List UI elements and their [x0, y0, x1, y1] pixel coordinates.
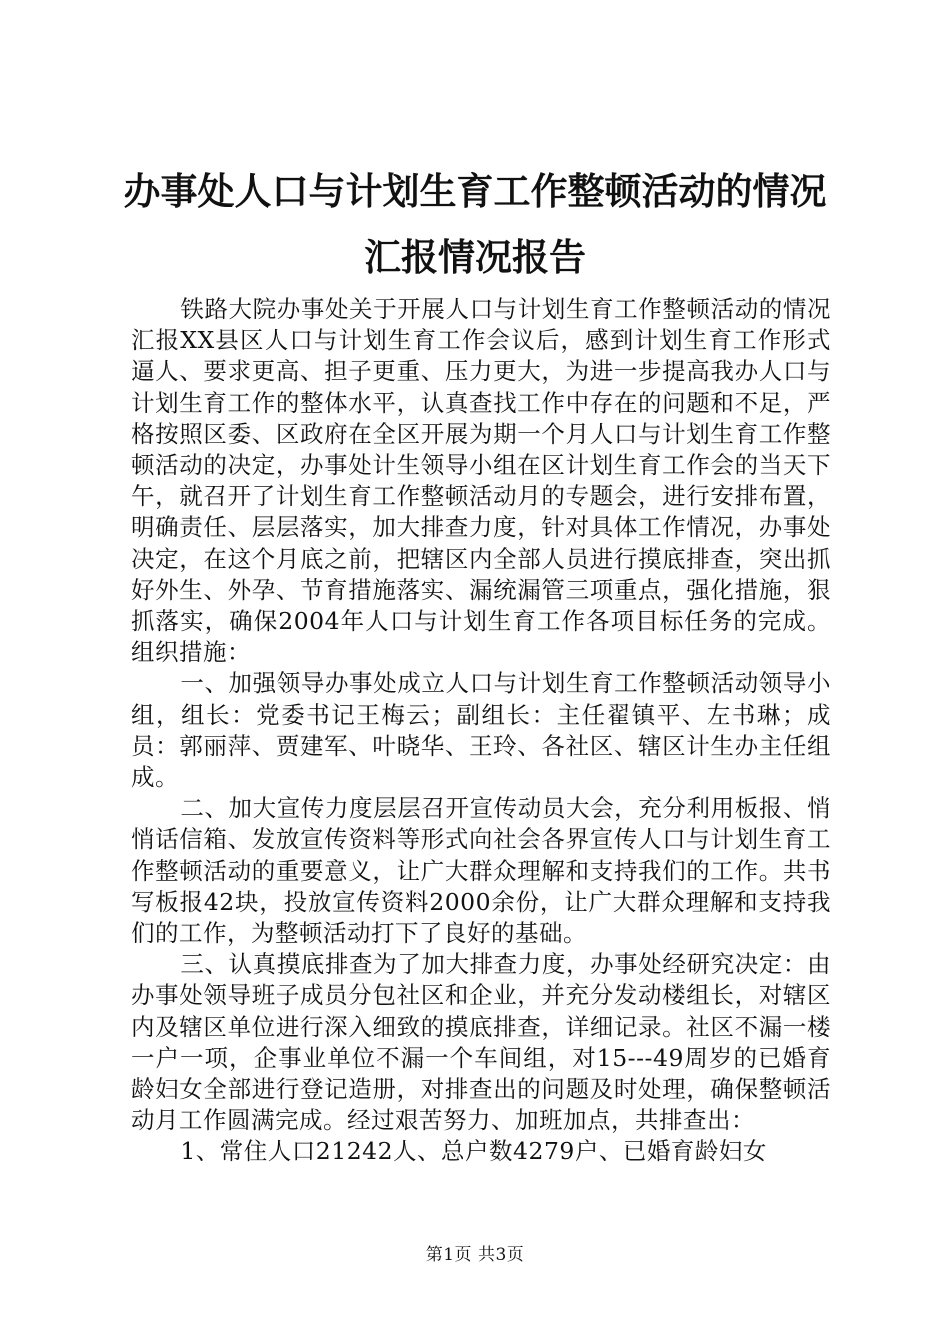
- paragraph-publicity: 二、加大宣传力度层层召开宣传动员大会，充分利用板报、悄悄话信箱、发放宣传资料等形式向社会各界宣传人口与计划生育工作整顿活动的重要意义，让广大群众理解和支持我们的工作。共书写板报42块，投放宣传资料2000余份，让广大群众理解和支持我们的工作，为整顿活动打下了良好的基础。: [131, 794, 831, 948]
- paragraph-leadership: 一、加强领导办事处成立人口与计划生育工作整顿活动领导小组，组长：党委书记王梅云；副组长：主任翟镇平、左书琳；成员：郭丽萍、贾建军、叶晓华、王玲、各社区、辖区计生办主任组成。: [131, 669, 831, 792]
- document-body: [131, 294, 831, 1168]
- document-title: 办事处人口与计划生育工作整顿活动的情况汇报情况报告: [123, 169, 827, 279]
- paragraph-population: 1、常住人口21242人、总户数4279户、已婚育龄妇女: [180, 1137, 767, 1166]
- paragraph-intro: 铁路大院办事处关于开展人口与计划生育工作整顿活动的情况汇报XX县区人口与计划生育工作会议后，感到计划生育工作形式逼人、要求更高、担子更重、压力更大，为进一步提高我办人口与计划生育工作的整体水平，认真查找工作中存在的问题和不足，严格按照区委、区政府在全区开展为期一个月人口与计划生育工作整顿活动的决定，办事处计生领导小组在区计划生育工作会的当天下午，就召开了计划生育工作整顿活动月的专题会，进行安排布置，明确责任、层层落实，加大排查力度，针对具体工作情况，办事处决定，在这个月底之前，把辖区内全部人员进行摸底排查，突出抓好外生、外孕、节育措施落实、漏统漏管三项重点，强化措施，狠抓落实，确保2004年人口与计划生育工作各项目标任务的完成。组织措施：: [131, 295, 831, 667]
- paragraph-investigation: 三、认真摸底排查为了加大排查力度，办事处经研究决定：由办事处领导班子成员分包社区和企业，并充分发动楼组长，对辖区内及辖区单位进行深入细致的摸底排查，详细记录。社区不漏一楼一户一项，企事业单位不漏一个车间组，对15---49周岁的已婚育龄妇女全部进行登记造册，对排查出的问题及时处理，确保整顿活动月工作圆满完成。经过艰苦努力、加班加点，共排查出：: [131, 950, 831, 1135]
- page-number: 第1页 共3页: [425, 1245, 525, 1265]
